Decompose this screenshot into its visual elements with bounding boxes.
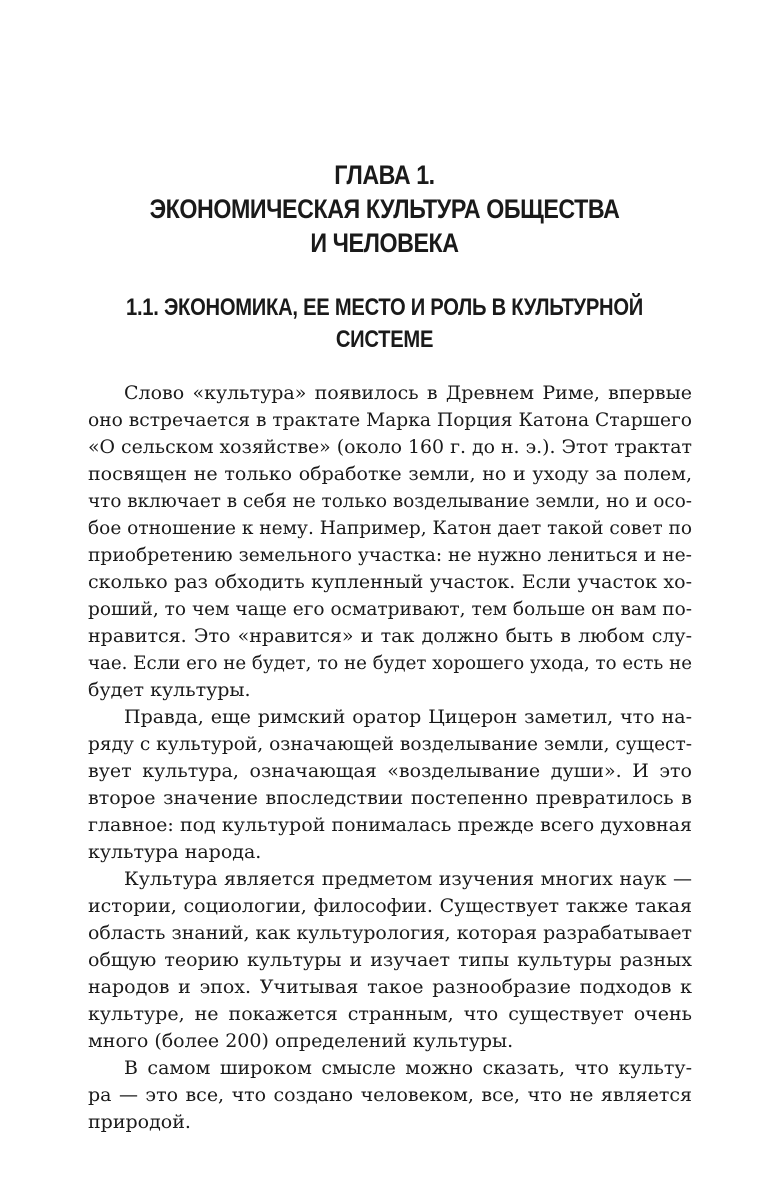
section-title-line: 1.1. ЭКОНОМИКА, ЕЕ МЕСТО И РОЛЬ В КУЛЬТУРНОЙ bbox=[125, 294, 643, 321]
text-line: природой. bbox=[88, 1111, 191, 1133]
text-line: Культура является предметом изучения многих наук — bbox=[124, 868, 692, 890]
chapter-title-line: ГЛАВА 1. bbox=[334, 160, 435, 190]
text-line: культура народа. bbox=[88, 841, 262, 863]
text-line: Слово «культура» появилось в Древнем Риме, впервые bbox=[124, 382, 692, 404]
text-line: «О сельском хозяйстве» (около 160 г. до н. э.). Этот трактат bbox=[88, 436, 693, 458]
text-line: истории, социологии, философии. Существует также такая bbox=[88, 895, 692, 917]
text-line: много (более 200) определений культуры. bbox=[88, 1030, 514, 1052]
text-line: роший, то чем чаще его осматривают, тем больше он вам по- bbox=[88, 598, 693, 620]
text-line: приобретению земельного участка: не нужно лениться и не- bbox=[88, 544, 692, 566]
chapter-title-line: ЭКОНОМИЧЕСКАЯ КУЛЬТУРА ОБЩЕСТВА bbox=[149, 194, 620, 224]
body-text bbox=[88, 380, 692, 1136]
text-line: вует культура, означающая «возделывание души». И это bbox=[88, 760, 692, 782]
text-line: главное: под культурой понималась прежде всего духовная bbox=[88, 814, 692, 836]
text-line: ряду с культурой, означающей возделывание земли, сущест- bbox=[88, 733, 693, 755]
text-line: народов и эпох. Учитывая такое разнообразие подходов к bbox=[88, 976, 692, 998]
chapter-title-line: И ЧЕЛОВЕКА bbox=[310, 228, 459, 258]
text-line: культуре, не покажется странным, что существует очень bbox=[88, 1003, 692, 1025]
text-line: чае. Если его не будет, то не будет хорошего ухода, то есть не bbox=[88, 652, 693, 674]
section-title-line: СИСТЕМЕ bbox=[335, 326, 434, 353]
text-line: второе значение впоследствии постепенно превратилось в bbox=[88, 787, 692, 809]
chapter-title bbox=[54, 158, 715, 260]
text-line: посвящен не только обработке земли, но и уходу за полем, bbox=[88, 463, 692, 485]
text-line: область знаний, как культурология, которая разрабатывает bbox=[88, 922, 693, 944]
text-line: бое отношение к нему. Например, Катон дает такой совет по bbox=[88, 517, 692, 539]
text-line: нравится. Это «нравится» и так должно быть в любом слу- bbox=[88, 625, 692, 647]
text-line: Правда, еще римский оратор Цицерон заметил, что на- bbox=[124, 706, 692, 728]
text-line: В самом широком смысле можно сказать, что культу- bbox=[124, 1057, 692, 1079]
text-line: что включает в себя не только возделывание земли, но и осо- bbox=[88, 490, 693, 512]
text-line: будет культуры. bbox=[88, 679, 251, 701]
text-line: общую теорию культуры и изучает типы культуры разных bbox=[88, 949, 692, 971]
text-line: оно встречается в трактате Марка Порция Катона Старшего bbox=[88, 409, 693, 431]
text-line: ра — это все, что создано человеком, все, что не является bbox=[88, 1084, 692, 1106]
text-line: сколько раз обходить купленный участок. Если участок хо- bbox=[88, 571, 692, 593]
section-title bbox=[62, 292, 708, 356]
